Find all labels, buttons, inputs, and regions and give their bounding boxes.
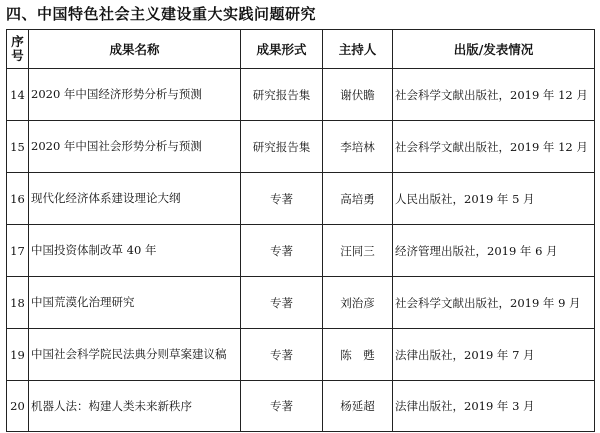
header-host: 主持人 [323,30,393,69]
table-row [7,381,595,432]
table-row [7,277,595,329]
row-host: 高培勇 [323,173,393,225]
row-name: 现代化经济体系建设理论大纲 [29,173,241,225]
row-name: 中国投资体制改革 40 年 [29,225,241,277]
row-type: 研究报告集 [241,121,323,173]
row-no: 17 [7,225,29,277]
row-name: 中国社会科学院民法典分则草案建议稿 [29,329,241,381]
header-type: 成果形式 [241,30,323,69]
header-publisher: 出版/发表情况 [393,30,595,69]
results-table [6,29,595,432]
table-row [7,69,595,121]
row-no: 20 [7,381,29,432]
table-row [7,329,595,381]
row-name: 中国荒漠化治理研究 [29,277,241,329]
row-type: 专著 [241,173,323,225]
row-host: 陈 甦 [323,329,393,381]
row-no: 14 [7,69,29,121]
row-host: 刘治彦 [323,277,393,329]
row-name: 机器人法：构建人类未来新秩序 [29,381,241,432]
row-no: 19 [7,329,29,381]
section-title: 四、中国特色社会主义建设重大实践问题研究 [6,5,317,23]
row-host: 汪同三 [323,225,393,277]
header-no: 序 号 [7,30,29,69]
table-row [7,225,595,277]
row-publisher: 社会科学文献出版社，2019 年 12 月 [393,69,595,121]
row-publisher: 人民出版社，2019 年 5 月 [393,173,595,225]
row-type: 研究报告集 [241,69,323,121]
row-no: 18 [7,277,29,329]
header-name: 成果名称 [29,30,241,69]
row-type: 专著 [241,277,323,329]
row-publisher: 法律出版社，2019 年 3 月 [393,381,595,432]
row-host: 谢伏瞻 [323,69,393,121]
row-publisher: 法律出版社，2019 年 7 月 [393,329,595,381]
row-type: 专著 [241,381,323,432]
row-type: 专著 [241,225,323,277]
row-publisher: 社会科学文献出版社，2019 年 12 月 [393,121,595,173]
table-header-row [7,30,595,69]
row-name: 2020 年中国社会形势分析与预测 [29,121,241,173]
row-publisher: 社会科学文献出版社，2019 年 9 月 [393,277,595,329]
row-name: 2020 年中国经济形势分析与预测 [29,69,241,121]
row-type: 专著 [241,329,323,381]
row-no: 16 [7,173,29,225]
row-host: 杨延超 [323,381,393,432]
table-row [7,173,595,225]
row-no: 15 [7,121,29,173]
row-publisher: 经济管理出版社，2019 年 6 月 [393,225,595,277]
table-row [7,121,595,173]
row-host: 李培林 [323,121,393,173]
